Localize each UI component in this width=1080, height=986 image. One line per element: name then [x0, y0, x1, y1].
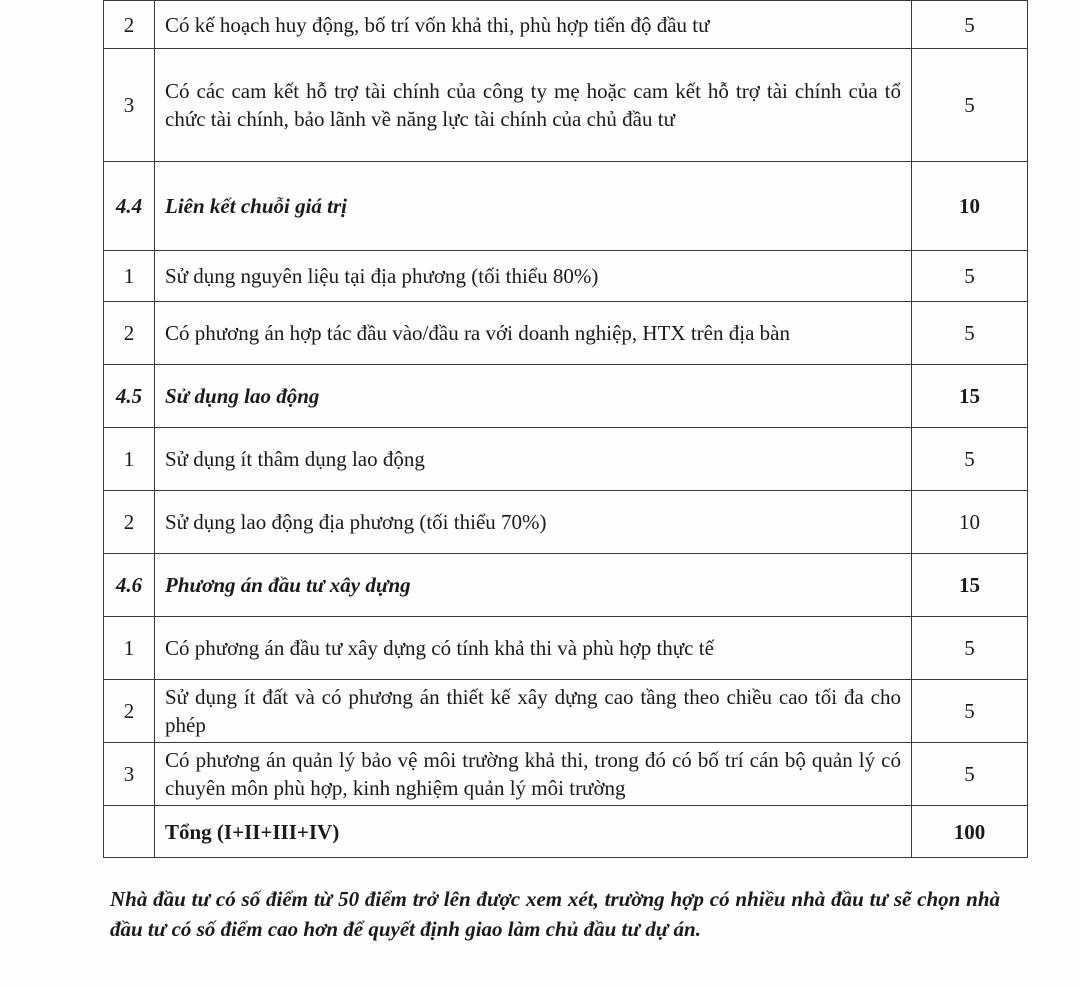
row-number: 2 — [104, 302, 155, 365]
row-number: 2 — [104, 491, 155, 554]
table-row — [104, 617, 1028, 680]
row-score: 5 — [912, 251, 1028, 302]
row-number: 2 — [104, 680, 155, 743]
table-row — [104, 1, 1028, 49]
row-description: Sử dụng lao động địa phương (tối thiểu 70%) — [155, 491, 912, 554]
total-label: Tổng (I+II+III+IV) — [155, 806, 912, 858]
row-description: Sử dụng ít đất và có phương án thiết kế xây dựng cao tầng theo chiều cao tối đa cho phép — [155, 680, 912, 743]
row-description: Sử dụng nguyên liệu tại địa phương (tối thiểu 80%) — [155, 251, 912, 302]
row-description: Có phương án hợp tác đầu vào/đầu ra với doanh nghiệp, HTX trên địa bàn — [155, 302, 912, 365]
row-score: 5 — [912, 49, 1028, 162]
row-score: 5 — [912, 428, 1028, 491]
table-row — [104, 491, 1028, 554]
table-row — [104, 302, 1028, 365]
section-title: Liên kết chuỗi giá trị — [155, 162, 912, 251]
section-row — [104, 554, 1028, 617]
row-score: 5 — [912, 302, 1028, 365]
section-number: 4.5 — [104, 365, 155, 428]
row-number: 1 — [104, 428, 155, 491]
criteria-table — [103, 0, 1028, 858]
section-score: 15 — [912, 554, 1028, 617]
total-number — [104, 806, 155, 858]
section-score: 15 — [912, 365, 1028, 428]
row-number: 2 — [104, 1, 155, 49]
table-row — [104, 251, 1028, 302]
row-number: 1 — [104, 617, 155, 680]
table-row — [104, 680, 1028, 743]
row-score: 5 — [912, 617, 1028, 680]
row-description: Có phương án quản lý bảo vệ môi trường khả thi, trong đó có bố trí cán bộ quản lý có chuyên môn phù hợp, kinh nghiệm quản lý môi trường — [155, 743, 912, 806]
row-score: 5 — [912, 1, 1028, 49]
section-title: Sử dụng lao động — [155, 365, 912, 428]
section-title: Phương án đầu tư xây dựng — [155, 554, 912, 617]
row-number: 3 — [104, 743, 155, 806]
row-number: 3 — [104, 49, 155, 162]
row-number: 1 — [104, 251, 155, 302]
section-number: 4.4 — [104, 162, 155, 251]
section-row — [104, 365, 1028, 428]
section-number: 4.6 — [104, 554, 155, 617]
table-row — [104, 743, 1028, 806]
table-row — [104, 428, 1028, 491]
row-score: 5 — [912, 680, 1028, 743]
table-row — [104, 49, 1028, 162]
total-score: 100 — [912, 806, 1028, 858]
row-score: 10 — [912, 491, 1028, 554]
row-description: Sử dụng ít thâm dụng lao động — [155, 428, 912, 491]
row-description: Có phương án đầu tư xây dựng có tính khả thi và phù hợp thực tế — [155, 617, 912, 680]
total-row — [104, 806, 1028, 858]
row-description: Có các cam kết hỗ trợ tài chính của công ty mẹ hoặc cam kết hỗ trợ tài chính của tổ chức tài chính, bảo lãnh về năng lực tài chính của chủ đầu tư — [155, 49, 912, 162]
section-score: 10 — [912, 162, 1028, 251]
section-row — [104, 162, 1028, 251]
row-description: Có kế hoạch huy động, bố trí vốn khả thi, phù hợp tiến độ đầu tư — [155, 1, 912, 49]
row-score: 5 — [912, 743, 1028, 806]
evaluation-note: Nhà đầu tư có số điểm từ 50 điểm trở lên được xem xét, trường hợp có nhiều nhà đầu tư sẽ chọn nhà đầu tư có số điểm cao hơn để quyết định giao làm chủ đầu tư dự án. — [110, 887, 1000, 941]
